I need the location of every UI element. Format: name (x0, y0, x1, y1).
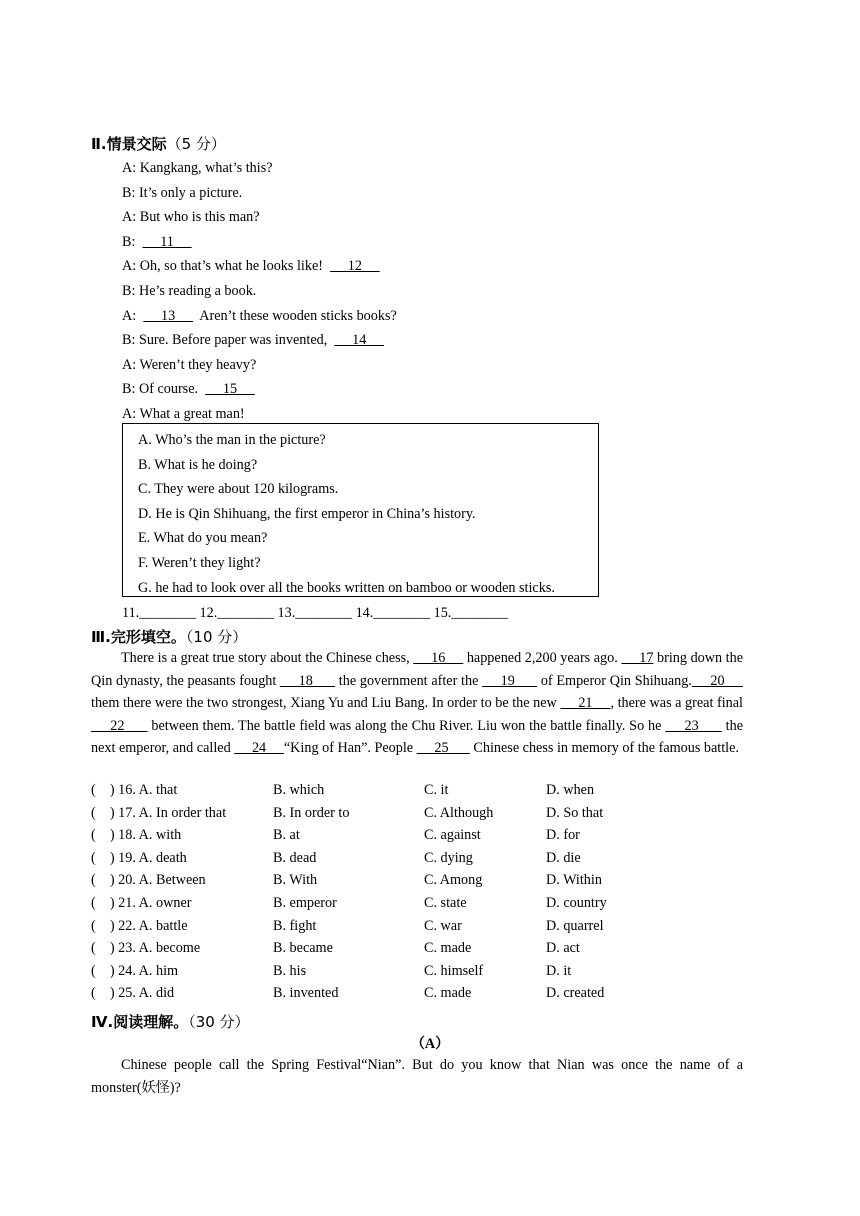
question-option: B. his (273, 962, 307, 979)
question-option: B. In order to (273, 804, 350, 821)
question-option: D. created (546, 985, 605, 1002)
cloze-text: bring down the Qin dynasty, the peasants fought (91, 650, 744, 689)
question-option: D. for (546, 827, 580, 844)
cloze-text: between them. The battle field was along the Chu River. Liu won the battle finally. So he (147, 717, 666, 734)
question-option: D. it (546, 962, 572, 979)
cloze-blank: 25 (416, 740, 470, 757)
question-option: C. made (424, 940, 472, 957)
question-option: B. which (273, 782, 325, 798)
reading-passage-a (91, 1054, 743, 1099)
question-option: C. state (424, 895, 467, 911)
question-option: C. made (424, 985, 472, 1002)
answer-blank: 13 (143, 307, 193, 324)
dialogue-text: B: (122, 233, 143, 250)
cloze-text: There is a great true story about the Chinese chess, (121, 650, 414, 666)
question-stem: ( ) 23. A. become (91, 940, 201, 957)
question-stem: ( ) 19. A. death (91, 849, 187, 866)
dialogue-line (122, 381, 255, 398)
cloze-blank: 17 (621, 650, 654, 666)
cloze-text: the government after the (335, 672, 483, 689)
cloze-blank: 23 (665, 717, 722, 734)
answer-blank: 12 (330, 258, 380, 275)
question-option: D. die (546, 849, 581, 866)
option-item: G. he had to look over all the books written on bamboo or wooden sticks. (138, 579, 555, 596)
question-stem: ( ) 25. A. did (91, 985, 175, 1002)
dialogue-text: B: Of course. (122, 381, 206, 398)
cloze-blank: 16 (413, 650, 464, 666)
question-stem: ( ) 22. A. battle (91, 917, 188, 934)
question-option: B. emperor (273, 895, 337, 911)
question-stem: ( ) 16. A. that (91, 782, 178, 798)
section-2-heading: Ⅱ.情景交际（5 分） (91, 135, 226, 153)
option-item: C. They were about 120 kilograms. (138, 481, 339, 498)
cloze-blank: 24 (234, 740, 284, 757)
cloze-text: , there was a great final (610, 695, 744, 712)
dialogue-text: A: Weren’t they heavy? (122, 356, 257, 373)
question-option: C. against (424, 827, 481, 844)
dialogue-text: B: Sure. Before paper was invented, (122, 332, 335, 349)
cloze-text: “King of Han”. People (283, 740, 417, 757)
question-option: C. war (424, 917, 462, 934)
dialogue-line (122, 283, 256, 300)
dialogue-line (122, 332, 384, 349)
question-option: D. Within (546, 872, 602, 889)
dialogue-line (122, 308, 397, 325)
dialogue-line (122, 258, 380, 275)
cloze-text: them there were the two strongest, Xiang Yu and Liu Bang. In order to be the new (91, 695, 561, 712)
options-box (122, 423, 599, 597)
question-stem: ( ) 20. A. Between (91, 872, 206, 889)
question-option: B. invented (273, 985, 339, 1002)
cloze-blank: 18 (280, 672, 336, 689)
dialogue-text: B: He’s reading a book. (122, 283, 257, 299)
dialogue-text: A: But who is this man? (122, 209, 260, 226)
option-item: D. He is Qin Shihuang, the first emperor in China’s history. (138, 505, 476, 522)
answer-blank: 11 (142, 233, 192, 250)
question-option: C. dying (424, 849, 473, 866)
dialogue-text: B: It’s only a picture. (122, 184, 243, 201)
question-option: B. dead (273, 849, 317, 866)
cloze-blank: 20 (691, 672, 744, 689)
dialogue-line (122, 234, 192, 251)
question-option: C. Although (424, 804, 494, 821)
question-stem: ( ) 21. A. owner (91, 895, 192, 911)
dialogue-text: Aren’t these wooden sticks books? (192, 307, 397, 324)
cloze-blank: 21 (560, 695, 611, 712)
dialogue-text: A: Kangkang, what’s this? (122, 160, 273, 176)
cloze-text: Chinese chess in memory of the famous battle. (469, 740, 739, 757)
cloze-blank: 19 (482, 672, 538, 689)
reading-passage-a-text: Chinese people call the Spring Festival“Nian”. But do you know that Nian was once the name of a monster(妖怪)? (91, 1057, 743, 1096)
question-option: D. quarrel (546, 917, 604, 934)
dialogue-line (122, 406, 245, 423)
option-item: B. What is he doing? (138, 456, 258, 473)
answer-blank: 14 (334, 332, 385, 349)
dialogue-line (122, 209, 260, 226)
cloze-passage (91, 647, 743, 760)
cloze-blank: 22 (91, 717, 148, 734)
question-option: B. at (273, 827, 300, 844)
question-option: C. it (424, 782, 449, 798)
answer-blank: 15 (205, 381, 255, 398)
question-option: D. country (546, 895, 607, 911)
question-option: C. Among (424, 872, 483, 889)
question-option: B. With (273, 872, 318, 889)
dialogue-line (122, 160, 273, 177)
question-stem: ( ) 24. A. him (91, 962, 179, 979)
question-option: B. fight (273, 917, 317, 934)
dialogue-text: A: (122, 307, 144, 324)
question-option: C. himself (424, 962, 484, 979)
dialogue-line (122, 185, 242, 202)
section-3-heading: Ⅲ.完形填空。（10 分） (91, 628, 248, 646)
dialogue-text: A: What a great man! (122, 406, 245, 422)
question-option: D. So that (546, 804, 604, 821)
question-option: B. became (273, 940, 333, 957)
question-option: D. when (546, 782, 595, 798)
option-item: F. Weren’t they light? (138, 555, 261, 571)
cloze-text: the next emperor, and called (91, 717, 744, 757)
cloze-text: happened 2,200 years ago. (463, 650, 622, 666)
question-stem: ( ) 18. A. with (91, 827, 182, 844)
option-item: A. Who’s the man in the picture? (138, 432, 326, 448)
answer-line: 11.________ 12.________ 13.________ 14.________ 15.________ (122, 605, 509, 621)
dialogue-line (122, 357, 256, 374)
passage-a-subtitle: （A） (410, 1036, 450, 1052)
section-4-heading: Ⅳ.阅读理解。（30 分） (91, 1013, 250, 1031)
question-stem: ( ) 17. A. In order that (91, 804, 227, 821)
dialogue-text: A: Oh, so that’s what he looks like! (122, 258, 331, 275)
cloze-text: of Emperor Qin Shihuang. (537, 672, 692, 689)
option-item: E. What do you mean? (138, 530, 268, 547)
question-option: D. act (546, 940, 580, 957)
